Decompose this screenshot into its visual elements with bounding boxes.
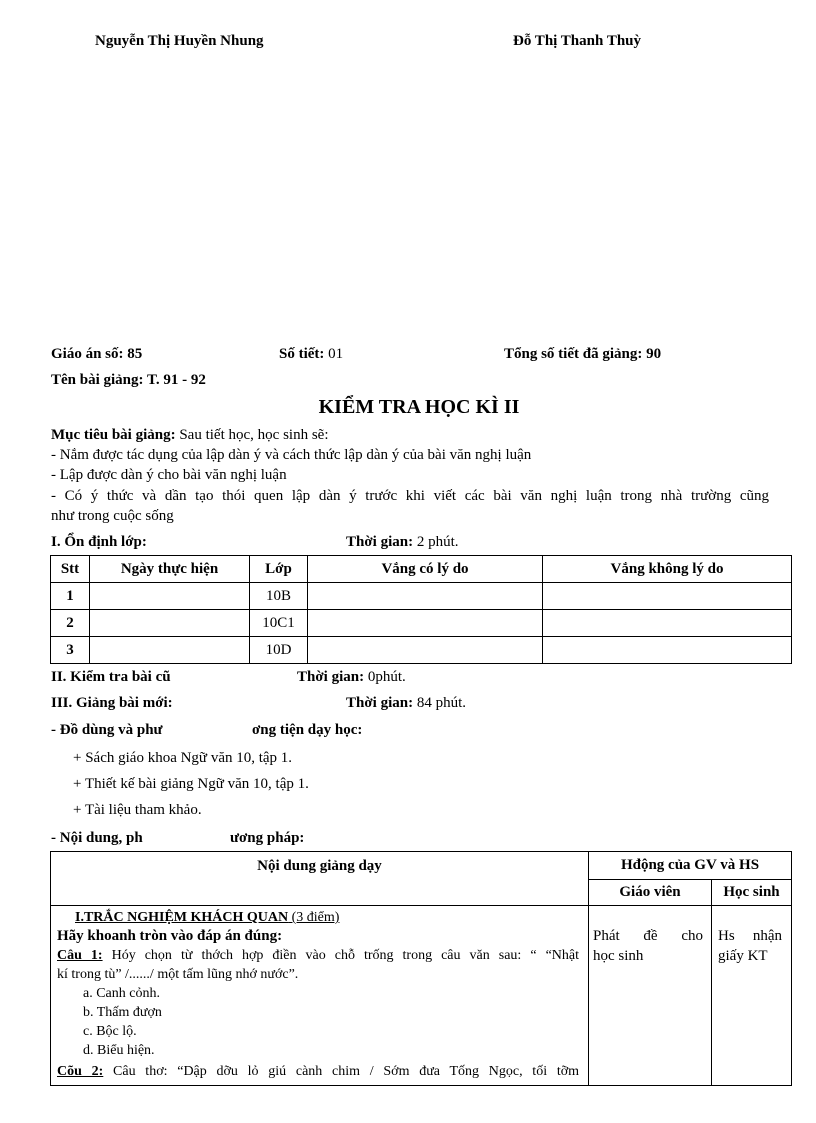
- student-activity-cell: [712, 906, 792, 1086]
- cell-date: [90, 637, 250, 664]
- objective-item: [51, 488, 769, 505]
- objectives-intro: Sau tiết học, học sinh sẽ:: [175, 427, 329, 443]
- teacher-activity-line-1: [593, 928, 703, 945]
- cell-class: 10C1: [250, 610, 308, 637]
- student-activity-line-1: [718, 928, 782, 945]
- header-date: Ngày thực hiện: [90, 556, 250, 583]
- time-value: 0phút.: [364, 669, 406, 685]
- section-title: I.TRẮC NGHIỆM KHÁCH QUAN: [75, 910, 289, 925]
- student-activity-line-2: giấy KT: [718, 948, 768, 964]
- time-label: Thời gian:: [346, 695, 414, 711]
- teacher-activity-line-2: học sinh: [593, 948, 644, 964]
- question-1-line-2: kí trong tù” /....../ một tấm lũng nhớ nước”.: [57, 967, 299, 982]
- cell-class: 10B: [250, 583, 308, 610]
- author-left: Nguyễn Thị Huyền Nhung: [95, 33, 264, 49]
- material-item: + Thiết kế bài giảng Ngữ văn 10, tập 1.: [73, 776, 309, 792]
- section-3-label: III. Giảng bài mới:: [51, 695, 173, 711]
- question-2-label: Cõu 2:: [57, 1064, 104, 1079]
- header-stt: Stt: [51, 556, 90, 583]
- lesson-name: Tên bài giảng: T. 91 - 92: [51, 372, 206, 388]
- teacher-activity-cell: [589, 906, 712, 1086]
- material-item: + Tài liệu tham khảo.: [73, 802, 202, 818]
- objectives-heading: [51, 427, 329, 444]
- cell-date: [90, 610, 250, 637]
- cell-absent-unexcused: [543, 637, 792, 664]
- header-content: [51, 852, 589, 906]
- section-heading: [75, 910, 339, 926]
- lesson-number: Giáo án số: 85: [51, 346, 143, 362]
- header-content-label: Nội dung giảng dạy: [257, 858, 382, 874]
- table-row: [51, 610, 792, 637]
- cell-absent-excused: [308, 637, 543, 664]
- answer-option: c. Bộc lộ.: [83, 1024, 137, 1039]
- time-value: 2 phút.: [413, 534, 459, 550]
- attendance-table: [50, 555, 792, 664]
- time-label: Thời gian:: [297, 669, 365, 685]
- student-activity-text: Hs nhận: [718, 928, 782, 944]
- cell-absent-unexcused: [543, 583, 792, 610]
- header-teacher: Giáo viên: [589, 880, 712, 906]
- teacher-activity-text: Phát đề cho: [593, 928, 703, 944]
- page-title: KIỂM TRA HỌC KÌ II: [318, 396, 520, 418]
- cell-stt: 1: [51, 583, 90, 610]
- cell-date: [90, 583, 250, 610]
- objective-item: - Nắm được tác dụng của lập dàn ý và cách thức lập dàn ý của bài văn nghị luận: [51, 447, 532, 463]
- cell-absent-excused: [308, 583, 543, 610]
- content-label-start: - Nội dung, ph: [51, 830, 143, 846]
- header-class: Lớp: [250, 556, 308, 583]
- content-cell: [51, 906, 589, 1086]
- cell-absent-unexcused: [543, 610, 792, 637]
- question-1-text: Hóy chọn từ thớch hợp điền vào chỗ trống trong câu văn sau: “ “Nhật: [102, 948, 579, 963]
- instruction: Hãy khoanh tròn vào đáp án đúng:: [57, 928, 283, 944]
- periods-label: Số tiết:: [279, 346, 325, 362]
- answer-option: a. Canh cỏnh.: [83, 986, 160, 1001]
- time-value: 84 phút.: [413, 695, 466, 711]
- material-item: + Sách giáo khoa Ngữ văn 10, tập 1.: [73, 750, 293, 766]
- objectives-label: Mục tiêu bài giảng:: [51, 427, 176, 443]
- section-1-label: I. Ổn định lớp:: [51, 534, 147, 550]
- lesson-content-table: [50, 851, 792, 1086]
- time-label: Thời gian:: [346, 534, 414, 550]
- table-row: [51, 637, 792, 664]
- table-row: [51, 583, 792, 610]
- table-row: [51, 906, 792, 1086]
- cell-absent-excused: [308, 610, 543, 637]
- section-2-time: [297, 669, 406, 686]
- section-points: (3 điểm): [288, 910, 340, 925]
- periods: [279, 346, 343, 363]
- materials-label-end: ơng tiện dạy học:: [252, 722, 363, 738]
- periods-value: 01: [328, 346, 344, 362]
- table-header-row: [51, 852, 792, 880]
- header-absent-unexcused: Vắng không lý do: [543, 556, 792, 583]
- question-1-label: Câu 1:: [57, 948, 103, 963]
- cell-class: 10D: [250, 637, 308, 664]
- question-1-line-1: [57, 948, 579, 964]
- objective-item: như trong cuộc sống: [51, 508, 174, 524]
- answer-option: b. Thấm đượn: [83, 1005, 162, 1020]
- table-header-row: [51, 556, 792, 583]
- answer-option: d. Biểu hiện.: [83, 1043, 155, 1058]
- header-absent-excused: Vắng có lý do: [308, 556, 543, 583]
- section-2-label: II. Kiểm tra bài cũ: [51, 669, 171, 685]
- question-2-text: Câu thơ: “Dập dỡu lỏ giú cành chim / Sớm đưa Tống Ngọc, tối tỡm: [103, 1064, 579, 1079]
- total-periods: Tổng số tiết đã giảng: 90: [504, 346, 662, 362]
- objective-item: - Lập được dàn ý cho bài văn nghị luận: [51, 467, 287, 483]
- cell-stt: 2: [51, 610, 90, 637]
- author-right: Đỗ Thị Thanh Thuỳ: [513, 33, 642, 49]
- content-label-end: ương pháp:: [230, 830, 305, 846]
- materials-label-start: - Đồ dùng và phư: [51, 722, 163, 738]
- cell-stt: 3: [51, 637, 90, 664]
- question-2-line-1: [57, 1064, 579, 1080]
- header-activity: Hđộng của GV và HS: [589, 852, 792, 880]
- header-student: Học sinh: [712, 880, 792, 906]
- objective-item-text: - Có ý thức và dần tạo thói quen lập dàn ý trước khi viết các bài văn nghị luận trong nhà trường cũng: [51, 488, 769, 504]
- section-3-time: [346, 695, 466, 712]
- section-1-time: [346, 534, 459, 551]
